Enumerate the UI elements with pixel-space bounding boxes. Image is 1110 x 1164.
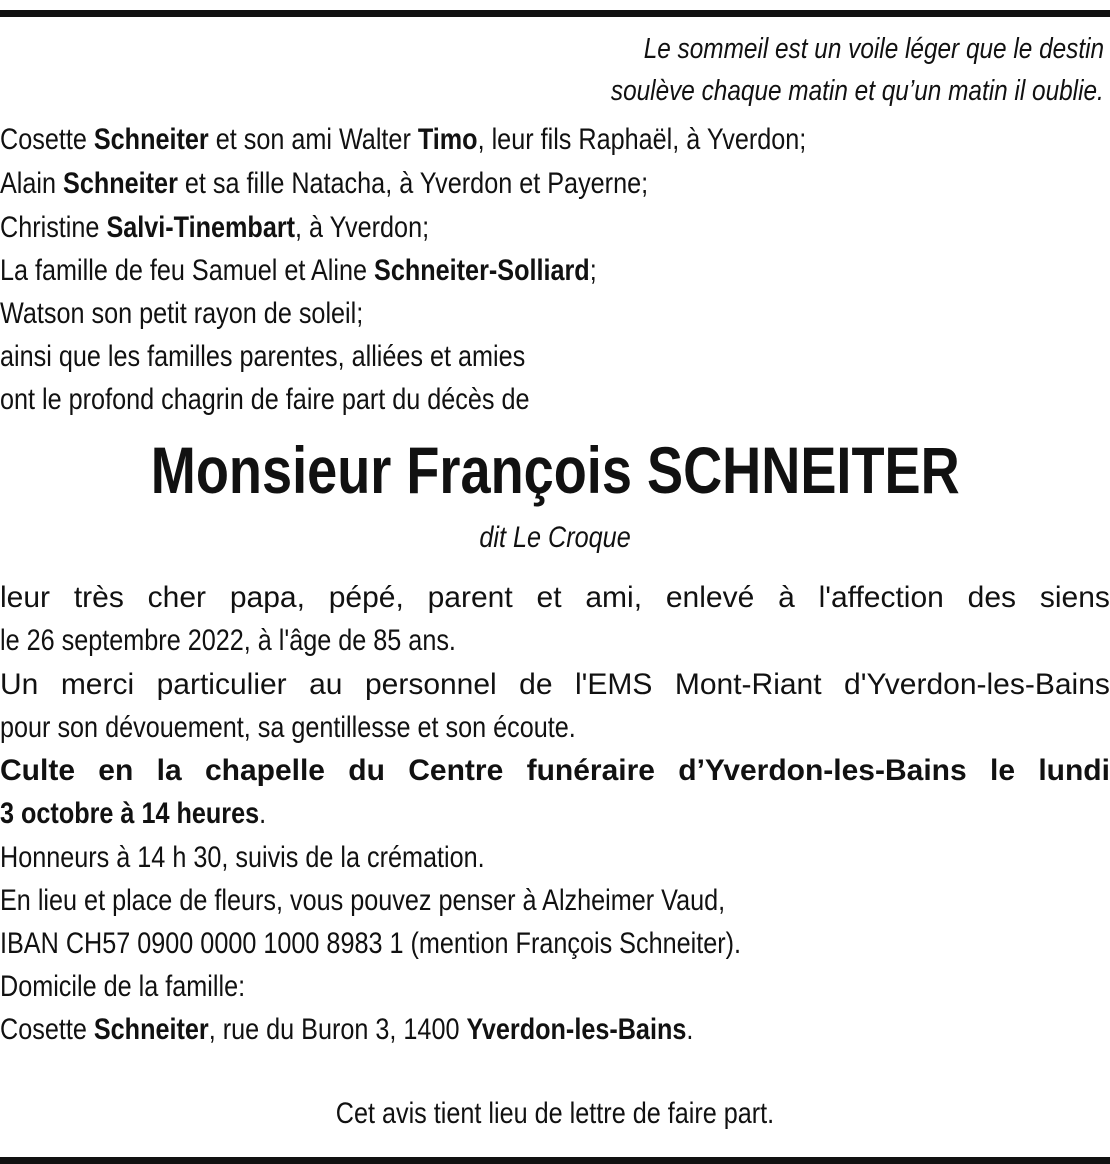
- announcement-line-2: le 26 septembre 2022, à l'âge de 85 ans.: [0, 624, 456, 657]
- word: particulier: [156, 668, 287, 701]
- word: de: [519, 668, 553, 701]
- word: merci: [60, 668, 135, 701]
- word: d’Yverdon-les-Bains: [678, 754, 967, 787]
- service-time-bold: 3 octobre à 14 heures: [0, 797, 260, 830]
- word: en: [98, 754, 134, 787]
- word: enlevé: [665, 581, 755, 614]
- word: d'Yverdon-les-Bains: [844, 668, 1110, 701]
- surname-bold: Schneiter: [93, 123, 209, 156]
- word: ami,: [585, 581, 643, 614]
- word: à: [778, 581, 795, 614]
- word: leur: [0, 581, 51, 614]
- word: Centre: [408, 754, 504, 787]
- family-line-2: Alain Schneiter et sa fille Natacha, à Yverdon et Payerne;: [0, 167, 649, 200]
- surname-bold: Salvi-Tinembart: [106, 211, 296, 244]
- town-bold: Yverdon-les-Bains: [466, 1013, 687, 1046]
- surname-bold: Timo: [417, 123, 478, 156]
- word: pépé,: [328, 581, 404, 614]
- family-line-3: Christine Salvi-Tinembart, à Yverdon;: [0, 211, 430, 244]
- word: lundi: [1038, 754, 1110, 787]
- word: très: [73, 581, 124, 614]
- surname-bold: Schneiter: [63, 167, 178, 200]
- service-line-2: 3 octobre à 14 heures.: [0, 797, 267, 830]
- word: chapelle: [204, 754, 325, 787]
- deceased-nickname: dit Le Croque: [479, 521, 631, 554]
- word: papa,: [229, 581, 305, 614]
- family-address: Cosette Schneiter, rue du Buron 3, 1400 Yverdon-les-Bains.: [0, 1013, 694, 1046]
- surname-bold: Schneiter-Solliard: [374, 254, 590, 287]
- service-line-1: [0, 753, 1110, 789]
- donation-line-1: En lieu et place de fleurs, vous pouvez penser à Alzheimer Vaud,: [0, 884, 726, 917]
- word: personnel: [364, 668, 497, 701]
- word: cher: [147, 581, 207, 614]
- epigraph-line-1: Le sommeil est un voile léger que le destin: [643, 33, 1104, 65]
- thanks-line-2: pour son dévouement, sa gentillesse et son écoute.: [0, 711, 576, 744]
- donation-line-2: IBAN CH57 0900 0000 1000 8983 1 (mention François Schneiter).: [0, 927, 742, 960]
- word: parent: [427, 581, 513, 614]
- closing-note: Cet avis tient lieu de lettre de faire part.: [335, 1097, 775, 1130]
- announcement-line-1: [0, 580, 1110, 616]
- word: la: [156, 754, 182, 787]
- deceased-name: Monsieur François SCHNEITER: [150, 433, 960, 507]
- family-line-4: La famille de feu Samuel et Aline Schneiter-Solliard;: [0, 254, 597, 287]
- family-line-5: Watson son petit rayon de soleil;: [0, 297, 364, 330]
- epigraph-line-2: soulève chaque matin et qu’un matin il oublie.: [611, 75, 1104, 107]
- surname-bold: Schneiter: [93, 1013, 209, 1046]
- honours-line: Honneurs à 14 h 30, suivis de la crémation.: [0, 841, 485, 874]
- bottom-border-rule: [0, 1157, 1110, 1164]
- word: et: [536, 581, 562, 614]
- word: des: [967, 581, 1017, 614]
- word: Mont-Riant: [674, 668, 822, 701]
- family-line-7: ont le profond chagrin de faire part du décès de: [0, 383, 530, 416]
- word: du: [348, 754, 385, 787]
- thanks-line-1: [0, 667, 1110, 703]
- word: Culte: [0, 754, 75, 787]
- word: siens: [1039, 581, 1110, 614]
- word: le: [989, 754, 1016, 787]
- family-line-6: ainsi que les familles parentes, alliées et amies: [0, 340, 526, 373]
- word: funéraire: [526, 754, 655, 787]
- word: l'EMS: [575, 668, 653, 701]
- family-line-1: Cosette Schneiter et son ami Walter Timo, leur fils Raphaël, à Yverdon;: [0, 123, 807, 156]
- family-address-label: Domicile de la famille:: [0, 970, 246, 1003]
- word: Un: [0, 668, 39, 701]
- word: au: [309, 668, 343, 701]
- top-border-rule: [0, 10, 1110, 17]
- word: l'affection: [818, 581, 944, 614]
